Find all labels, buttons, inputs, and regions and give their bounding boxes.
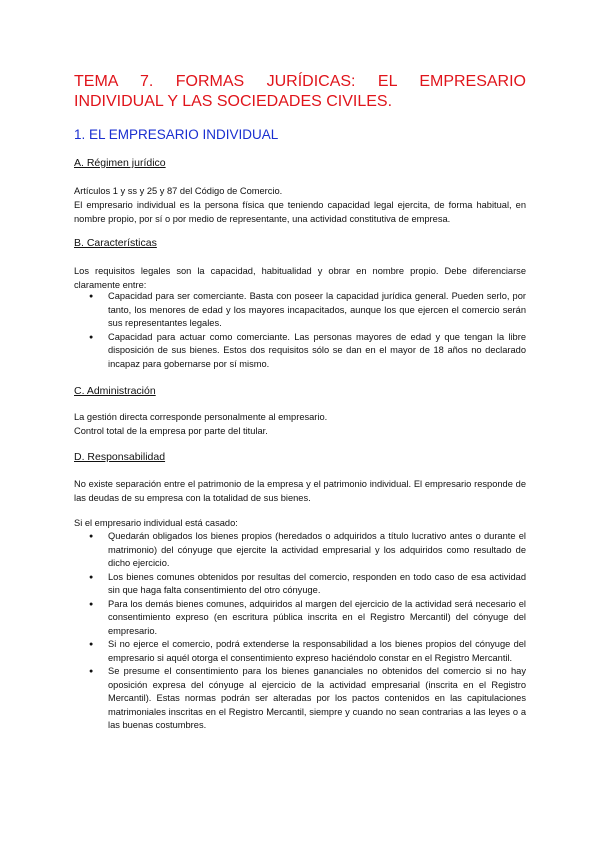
section-heading: 1. EL EMPRESARIO INDIVIDUAL bbox=[74, 127, 279, 142]
bullet-list-capacidad bbox=[74, 290, 526, 371]
list-item: ● Capacidad para ser comerciante. Basta con poseer la capacidad jurídica general. Pueden serlo, por tanto, los menores de edad y los mayores incapacitados, aunque los que ejercen el comercio serán sus representantes legales. bbox=[74, 290, 526, 331]
bullet-list-responsabilidad bbox=[74, 530, 526, 733]
paragraph-gestion: La gestión directa corresponde personalmente al empresario. bbox=[74, 412, 328, 422]
document-title: TEMA 7. FORMAS JURÍDICAS: EL EMPRESARIO INDIVIDUAL Y LAS SOCIEDADES CIVILES. bbox=[74, 73, 526, 110]
paragraph-control: Control total de la empresa por parte del titular. bbox=[74, 426, 268, 436]
list-item: ● Se presume el consentimiento para los bienes gananciales no obtenidos del comercio si no hay oposición expresa del cónyuge al ejercicio de la actividad empresarial (inscrita en el Registro Mercantil). Estas normas podrán ser alteradas por los pactos contenidos en las capitulaciones matrimoniales inscritas en el Registro Mercantil, siempre y cuando no sean contrarias a las leyes o a las buenas costumbres. bbox=[74, 665, 526, 733]
subsection-heading-c: C. Administración bbox=[74, 385, 156, 397]
list-item: ● Si no ejerce el comercio, podrá extenderse la responsabilidad a los bienes propios del cónyuge del empresario si aquél otorga el consentimiento expreso haciéndolo constar en el Registro Mercantil. bbox=[74, 638, 526, 665]
list-item: ● Quedarán obligados los bienes propios (heredados o adquiridos a título lucrativo antes o durante el matrimonio) del cónyuge que ejercite la actividad empresarial y los adquiridos como resultado de dicho ejercicio. bbox=[74, 530, 526, 571]
list-item: ● Capacidad para actuar como comerciante. Las personas mayores de edad y que tengan la libre disposición de sus bienes. Estos dos requisitos sólo se dan en el mayor de 18 años no declarado incapaz para gobernarse por sí mismo. bbox=[74, 331, 526, 372]
list-item: ● Los bienes comunes obtenidos por resultas del comercio, responden en todo caso de esa actividad sin que haga falta consentimiento del otro cónyuge. bbox=[74, 571, 526, 598]
subsection-heading-d: D. Responsabilidad bbox=[74, 451, 166, 463]
paragraph-articulos: Artículos 1 y ss y 25 y 87 del Código de Comercio. bbox=[74, 186, 283, 196]
subsection-heading-a: A. Régimen jurídico bbox=[74, 157, 166, 169]
subsection-heading-b: B. Características bbox=[74, 237, 157, 249]
paragraph-casado: Si el empresario individual está casado: bbox=[74, 518, 238, 528]
paragraph-definicion: El empresario individual es la persona física que teniendo capacidad legal ejercita, de forma habitual, en nombre propio, por sí o por medio de representante, una actividad constitutiva de empresa. bbox=[74, 200, 526, 224]
paragraph-requisitos: Los requisitos legales son la capacidad, habitualidad y obrar en nombre propio. Debe diferenciarse claramente entre: bbox=[74, 266, 526, 290]
list-item: ● Para los demás bienes comunes, adquiridos al margen del ejercicio de la actividad será necesario el consentimiento expreso (en escritura pública inscrita en el Registro Mercantil) del cónyuge del empresario. bbox=[74, 598, 526, 639]
paragraph-patrimonio: No existe separación entre el patrimonio de la empresa y el patrimonio individual. El empresario responde de las deudas de su empresa con la totalidad de sus bienes. bbox=[74, 479, 526, 503]
